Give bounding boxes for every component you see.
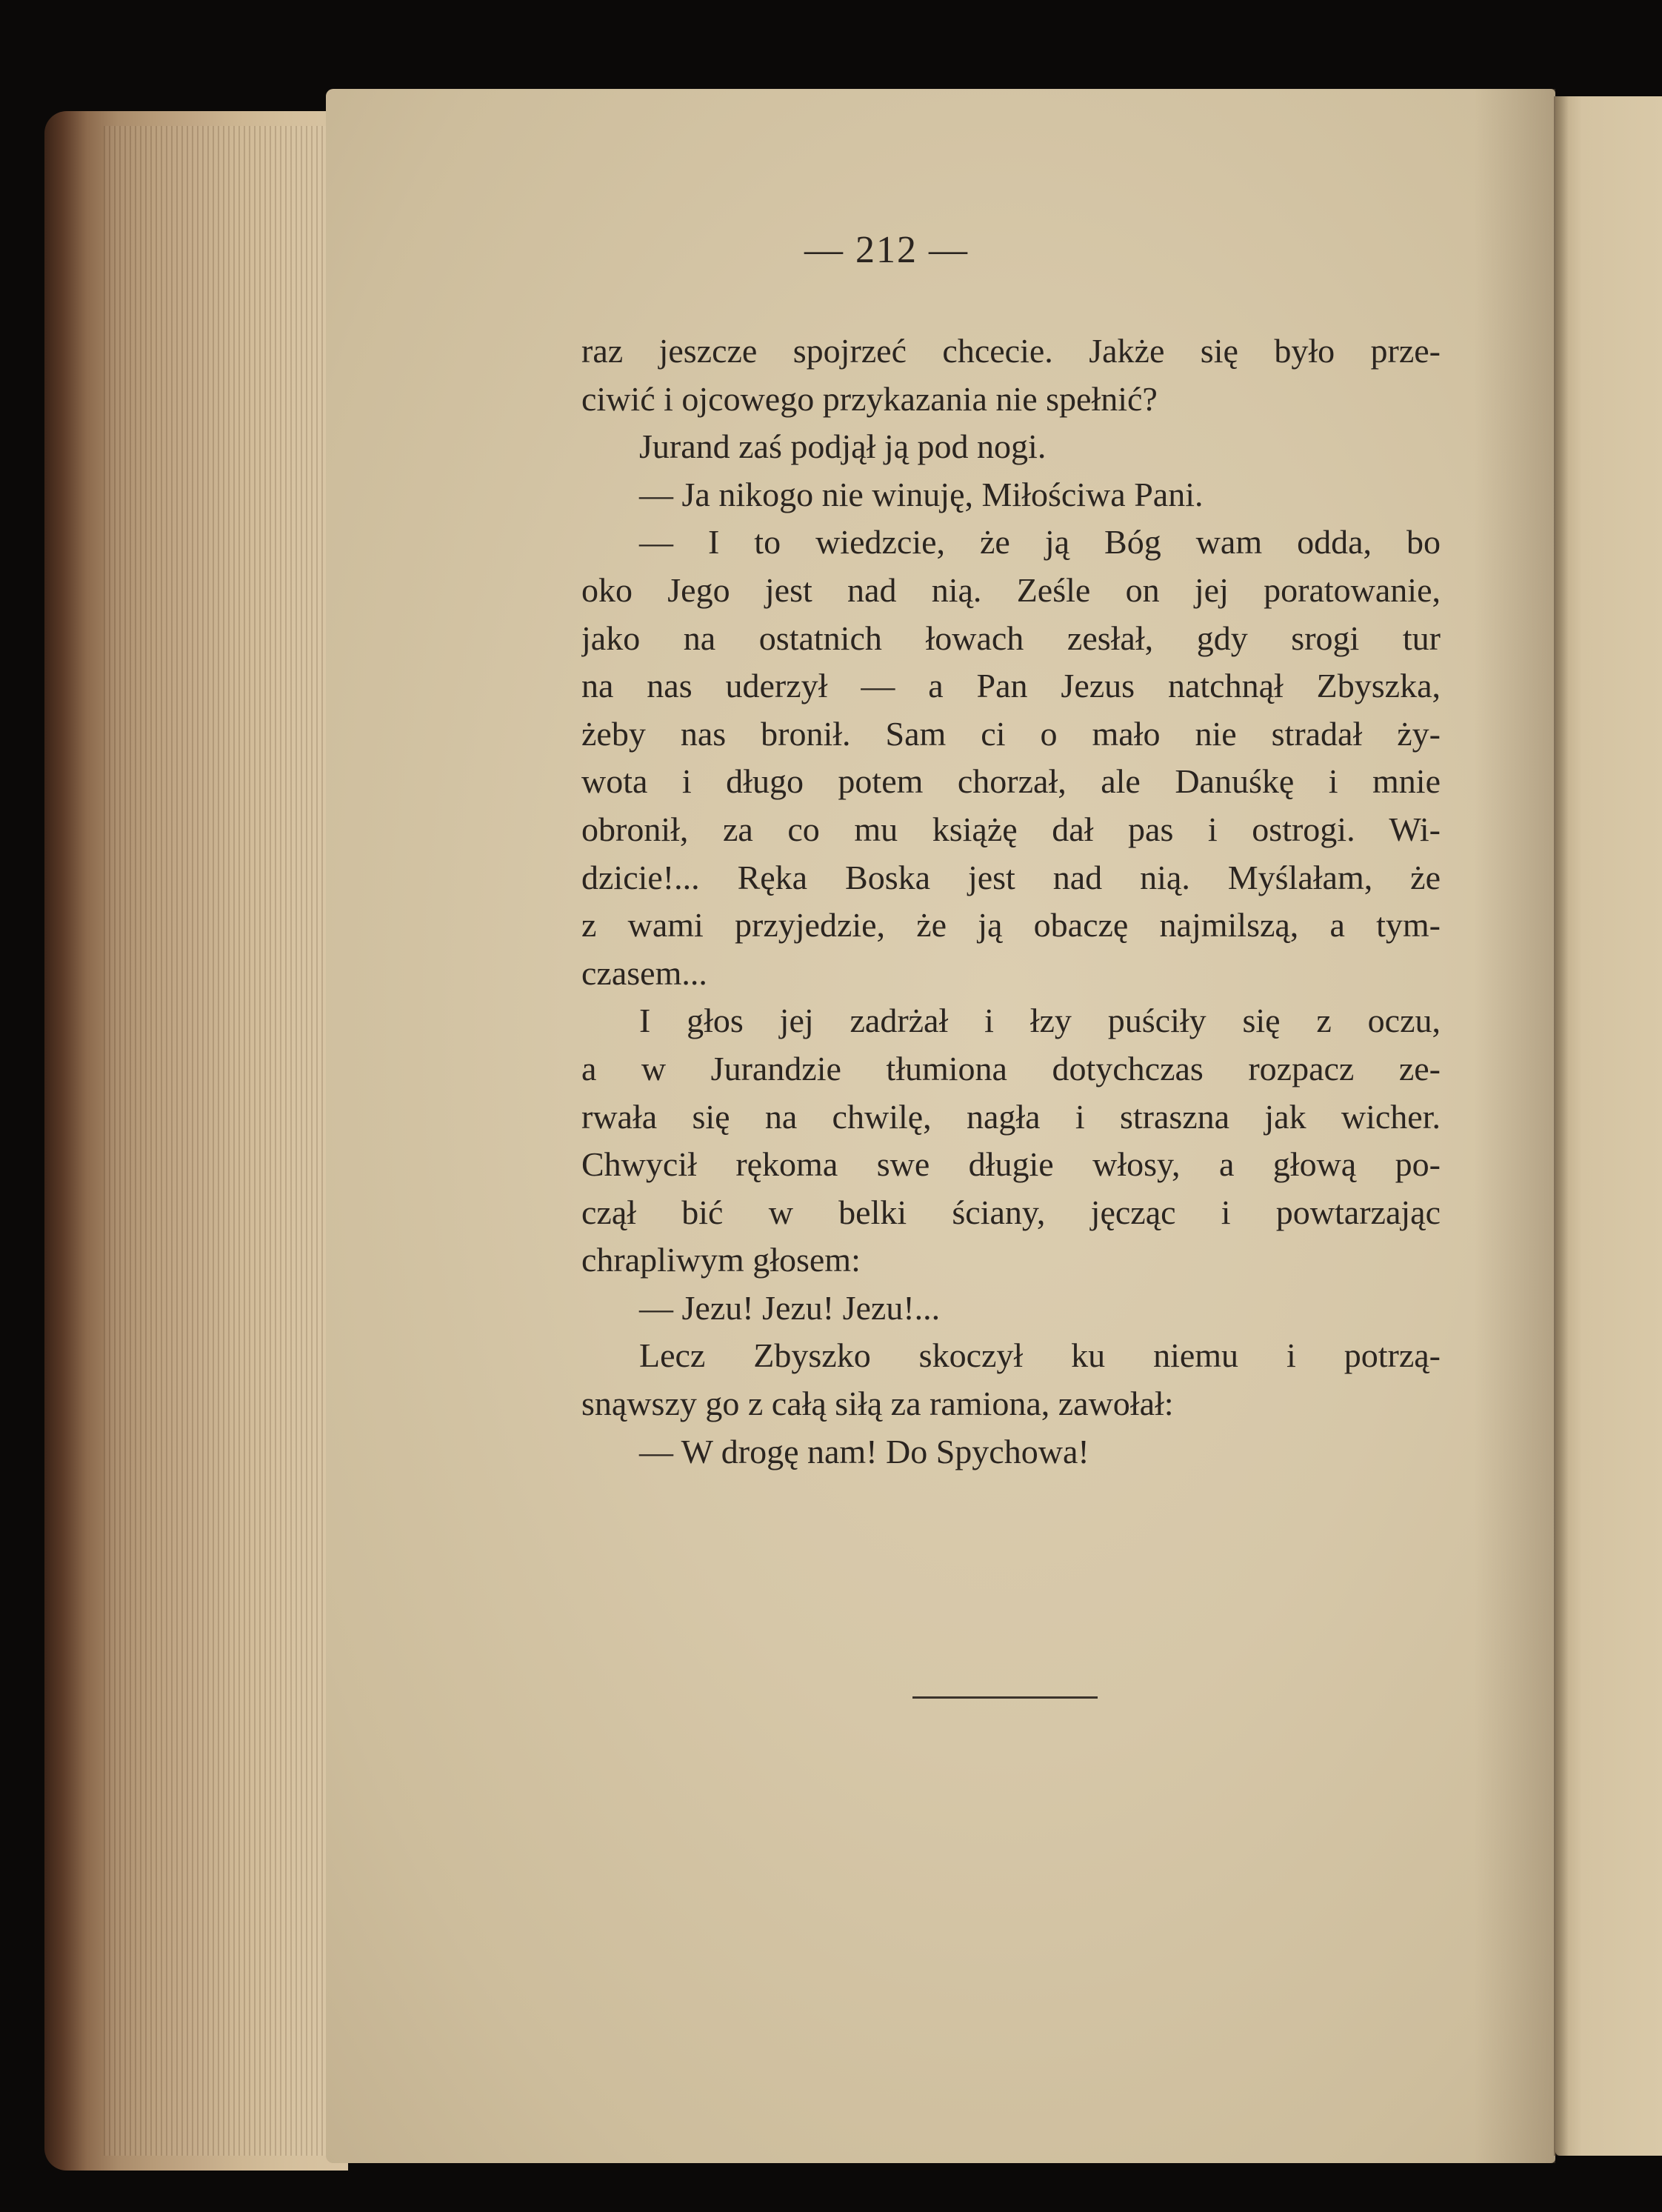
text-line: z wami przyjedzie, że ją obaczę najmilszą, a tym- bbox=[581, 906, 1441, 945]
page-body-text bbox=[581, 327, 1441, 1476]
text-line: — Jezu! Jezu! Jezu!... bbox=[639, 1288, 941, 1327]
text-line: a w Jurandzie tłumiona dotychczas rozpacz ze- bbox=[581, 1049, 1441, 1087]
book-page-right bbox=[1555, 96, 1662, 2156]
fore-edge-page-lines bbox=[104, 126, 348, 2156]
page-number: — 212 — bbox=[804, 229, 969, 271]
page-gutter-shadow bbox=[1474, 89, 1555, 2163]
text-line: I głos jej zadrżał i łzy puściły się z oczu, bbox=[639, 1002, 1441, 1040]
text-line: dzicie!... Ręka Boska jest nad nią. Myślałam, że bbox=[581, 858, 1441, 896]
text-line: jako na ostatnich łowach zesłał, gdy srogi tur bbox=[581, 619, 1441, 657]
text-line: czął bić w belki ściany, jęcząc i powtarzając bbox=[581, 1193, 1441, 1231]
chapter-end-rule bbox=[912, 1696, 1098, 1699]
text-line: snąwszy go z całą siłą za ramiona, zawołał: bbox=[581, 1385, 1174, 1423]
text-line: — W drogę nam! Do Spychowa! bbox=[639, 1432, 1089, 1470]
text-line: czasem... bbox=[581, 953, 707, 992]
text-line: oko Jego jest nad nią. Ześle on jej poratowanie, bbox=[581, 570, 1441, 609]
text-line: na nas uderzył — a Pan Jezus natchnął Zbyszka, bbox=[581, 667, 1441, 705]
text-line: Chwycił rękoma swe długie włosy, a głową po- bbox=[581, 1145, 1441, 1184]
text-line: raz jeszcze spojrzeć chcecie. Jakże się było prze- bbox=[581, 332, 1441, 370]
text-line: ciwić i ojcowego przykazania nie spełnić? bbox=[581, 379, 1158, 418]
text-line: Jurand zaś podjął ją pod nogi. bbox=[639, 427, 1047, 466]
text-line: — Ja nikogo nie winuję, Miłościwa Pani. bbox=[639, 475, 1204, 513]
text-line: Lecz Zbyszko skoczył ku niemu i potrzą- bbox=[639, 1336, 1441, 1375]
text-line: — I to wiedzcie, że ją Bóg wam odda, bo bbox=[639, 523, 1441, 562]
text-line: obronił, za co mu książę dał pas i ostrogi. Wi- bbox=[581, 810, 1441, 848]
text-line: rwała się na chwilę, nagła i straszna jak wicher. bbox=[581, 1097, 1441, 1136]
text-line: wota i długo potem chorzał, ale Danuśkę i mnie bbox=[581, 762, 1441, 801]
text-line: żeby nas bronił. Sam ci o mało nie stradał ży- bbox=[581, 714, 1441, 753]
text-line: chrapliwym głosem: bbox=[581, 1241, 861, 1279]
right-page-shadow bbox=[1554, 96, 1569, 2156]
